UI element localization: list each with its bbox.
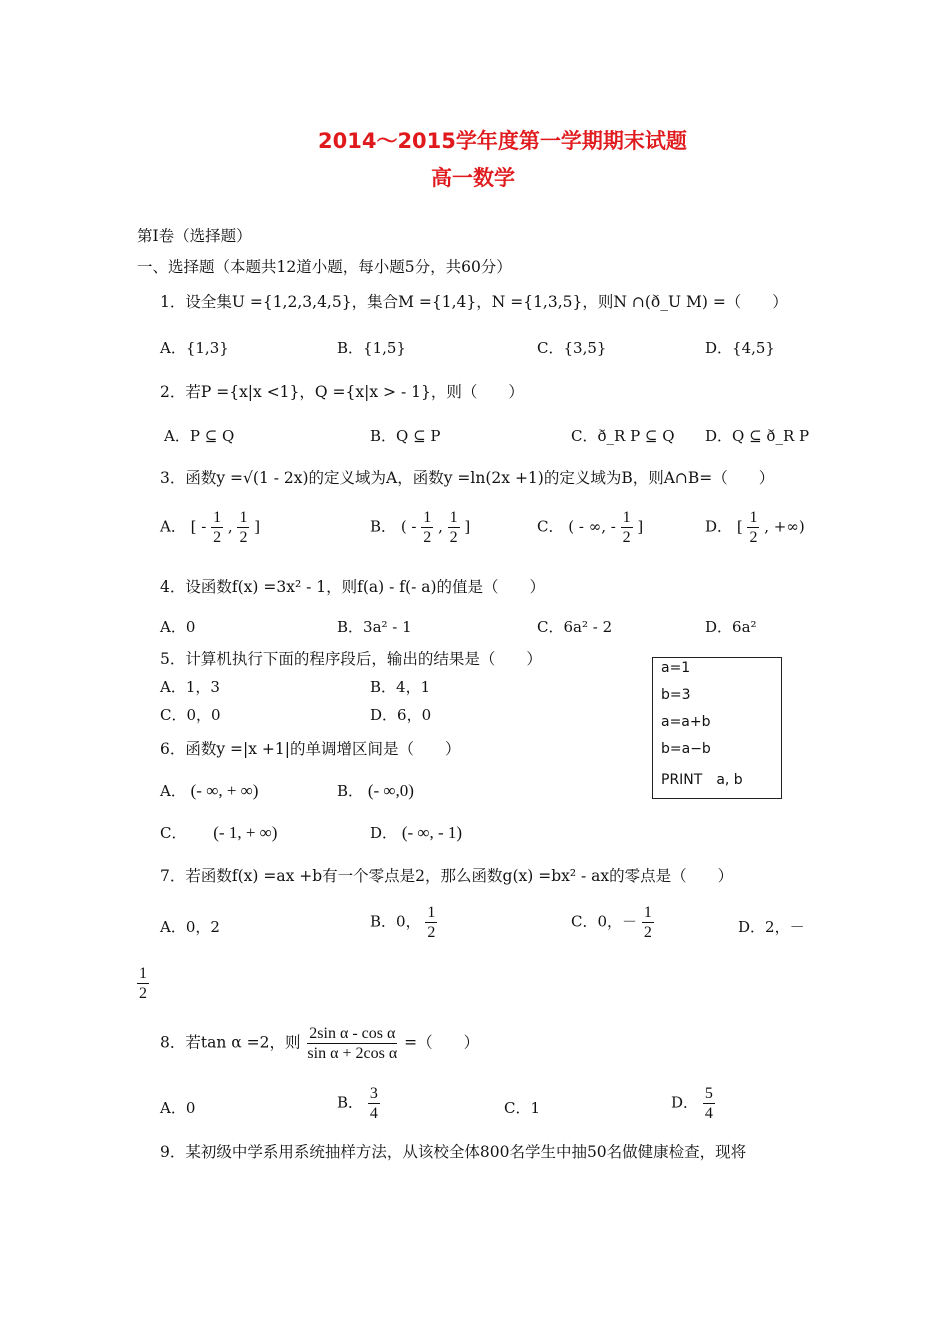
numerator: 1 (139, 965, 147, 982)
denominator: 2 (622, 529, 631, 546)
interval: (- ∞, - 1) (401, 823, 463, 842)
question-7-option-c (571, 903, 654, 942)
question-2-option-b: B．Q ⊆ P (370, 427, 441, 445)
question-6-stem: 6．函数y =|x +1|的单调增区间是（ ） (160, 740, 461, 758)
question-2-option-d: D．Q ⊆ ð_R P (705, 427, 810, 445)
option-label: C．0，－ (571, 912, 638, 931)
interval-close: ] (464, 517, 471, 536)
denominator: 2 (449, 529, 458, 546)
question-5-option-d: D．6，0 (370, 706, 432, 724)
question-7-option-d-value (137, 964, 149, 1003)
question-7-option-d-label: D．2，－ (738, 918, 805, 936)
exam-title: 2014～2015学年度第一学期期末试题 (318, 129, 687, 153)
denominator: 2 (239, 529, 248, 546)
code-line: a=1 (661, 660, 691, 676)
denominator: sin α + 2cos α (307, 1045, 398, 1062)
fraction (421, 508, 433, 547)
interval-close: , +∞) (764, 517, 805, 536)
code-line: PRINT a, b (661, 772, 743, 788)
question-8-option-a: A．0 (160, 1099, 196, 1117)
code-line: b=a−b (661, 741, 711, 757)
fraction (137, 964, 149, 1003)
question-1-stem: 1．设全集U ={1,2,3,4,5}，集合M ={1,4}，N ={1,3,5}，则N ∩(ð_U M) =（ ） (160, 293, 788, 311)
question-4-stem: 4．设函数f(x) =3x² - 1，则f(a) - f(- a)的值是（ ） (160, 578, 546, 596)
question-1-option-c: C．{3,5} (537, 339, 607, 357)
fraction (237, 508, 249, 547)
interval: (- 1, + ∞) (213, 823, 278, 842)
option-label: A． (160, 517, 186, 536)
question-2-option-a: A．P ⊆ Q (164, 427, 235, 445)
denominator: 2 (423, 529, 432, 546)
part-heading: 一、选择题（本题共12道小题，每小题5分，共60分） (137, 258, 512, 276)
interval-open: [ (736, 517, 743, 536)
question-8-option-c: C．1 (504, 1099, 541, 1117)
numerator: 1 (622, 509, 631, 526)
denominator: 4 (704, 1105, 713, 1122)
question-1-option-b: B．{1,5} (337, 339, 406, 357)
fraction (747, 508, 759, 547)
fraction (642, 903, 654, 942)
option-label: A． (160, 782, 186, 800)
option-label: B．0， (370, 912, 421, 931)
interval-open: ( - ∞, - (568, 517, 616, 536)
question-8-option-d (671, 1084, 715, 1123)
question-6-option-b (337, 781, 414, 801)
question-8-option-b (337, 1084, 380, 1123)
code-line: a=a+b (661, 714, 711, 730)
question-3-option-a (160, 508, 260, 547)
question-1-option-a: A．{1,3} (160, 339, 229, 357)
question-5-option-a: A．1，3 (160, 678, 220, 696)
denominator: 2 (427, 924, 436, 941)
question-5-option-b: B．4，1 (370, 678, 431, 696)
question-3-stem: 3．函数y =√(1 - 2x)的定义域为A，函数y =ln(2x +1)的定义域为B，则A∩B=（ ） (160, 469, 775, 487)
option-label: B． (337, 1093, 364, 1112)
option-label: B． (370, 517, 397, 536)
numerator: 1 (749, 509, 758, 526)
question-6-option-a (160, 781, 258, 801)
denominator: 2 (139, 985, 147, 1002)
question-4-option-d: D．6a² (705, 618, 757, 636)
fraction (425, 903, 437, 942)
interval: (- ∞,0) (367, 781, 414, 800)
question-5-stem: 5．计算机执行下面的程序段后，输出的结果是（ ） (160, 650, 542, 668)
denominator: 2 (643, 924, 652, 941)
question-6-option-d (370, 823, 462, 843)
option-label: C． (537, 517, 564, 536)
interval-close: ] (637, 517, 644, 536)
separator: , (227, 517, 233, 536)
numerator: 1 (239, 509, 248, 526)
option-label: B． (337, 782, 364, 800)
denominator: 2 (749, 529, 758, 546)
numerator: 1 (427, 904, 436, 921)
fraction (305, 1024, 399, 1063)
question-2-stem: 2．若P ={x|x <1}，Q ={x|x > - 1}，则（ ） (160, 383, 524, 401)
question-7-option-b (370, 903, 437, 942)
interval: (- ∞, + ∞) (190, 781, 259, 800)
numerator: 1 (643, 904, 652, 921)
question-9-stem: 9．某初级中学系用系统抽样方法，从该校全体800名学生中抽50名做健康检查，现将 (160, 1143, 747, 1161)
interval-close: ] (254, 517, 261, 536)
separator: , (438, 517, 443, 536)
numerator: 1 (213, 509, 222, 526)
question-6-option-c (160, 823, 277, 843)
option-label: D． (671, 1093, 699, 1112)
numerator: 1 (449, 509, 458, 526)
question-4-option-b: B．3a² - 1 (337, 618, 412, 636)
option-label: D． (370, 824, 398, 842)
interval-open: [ - (190, 517, 207, 536)
question-4-option-a: A．0 (160, 618, 196, 636)
question-3-option-c (537, 508, 643, 547)
question-3-option-b (370, 508, 470, 547)
denominator: 2 (213, 529, 222, 546)
code-line: b=3 (661, 687, 691, 703)
question-7-stem: 7．若函数f(x) =ax +b有一个零点是2，那么函数g(x) =bx² - ax的零点是（ ） (160, 867, 734, 885)
option-label: D． (705, 517, 733, 536)
question-4-option-c: C．6a² - 2 (537, 618, 613, 636)
volume-heading: 第Ⅰ卷（选择题） (137, 227, 252, 245)
program-code-box (652, 657, 782, 799)
question-7-option-a: A．0，2 (160, 918, 220, 936)
interval-open: ( - (400, 517, 417, 536)
stem-suffix: =（ ） (404, 1033, 480, 1052)
numerator: 5 (704, 1085, 713, 1102)
numerator: 2sin α - cos α (309, 1025, 396, 1042)
numerator: 1 (423, 509, 432, 526)
fraction (621, 508, 633, 547)
denominator: 4 (369, 1105, 378, 1122)
fraction (211, 508, 223, 547)
question-3-option-d (705, 508, 805, 547)
stem-prefix: 8．若tan α =2，则 (160, 1033, 301, 1052)
exam-subtitle: 高一数学 (431, 166, 515, 190)
question-5-option-c: C．0，0 (160, 706, 221, 724)
question-1-option-d: D．{4,5} (705, 339, 775, 357)
fraction (448, 508, 460, 547)
option-label: C． (160, 824, 187, 842)
fraction (703, 1084, 715, 1123)
numerator: 3 (369, 1085, 378, 1102)
question-8-stem (160, 1024, 479, 1063)
fraction (368, 1084, 380, 1123)
question-2-option-c: C．ð_R P ⊆ Q (571, 427, 675, 445)
